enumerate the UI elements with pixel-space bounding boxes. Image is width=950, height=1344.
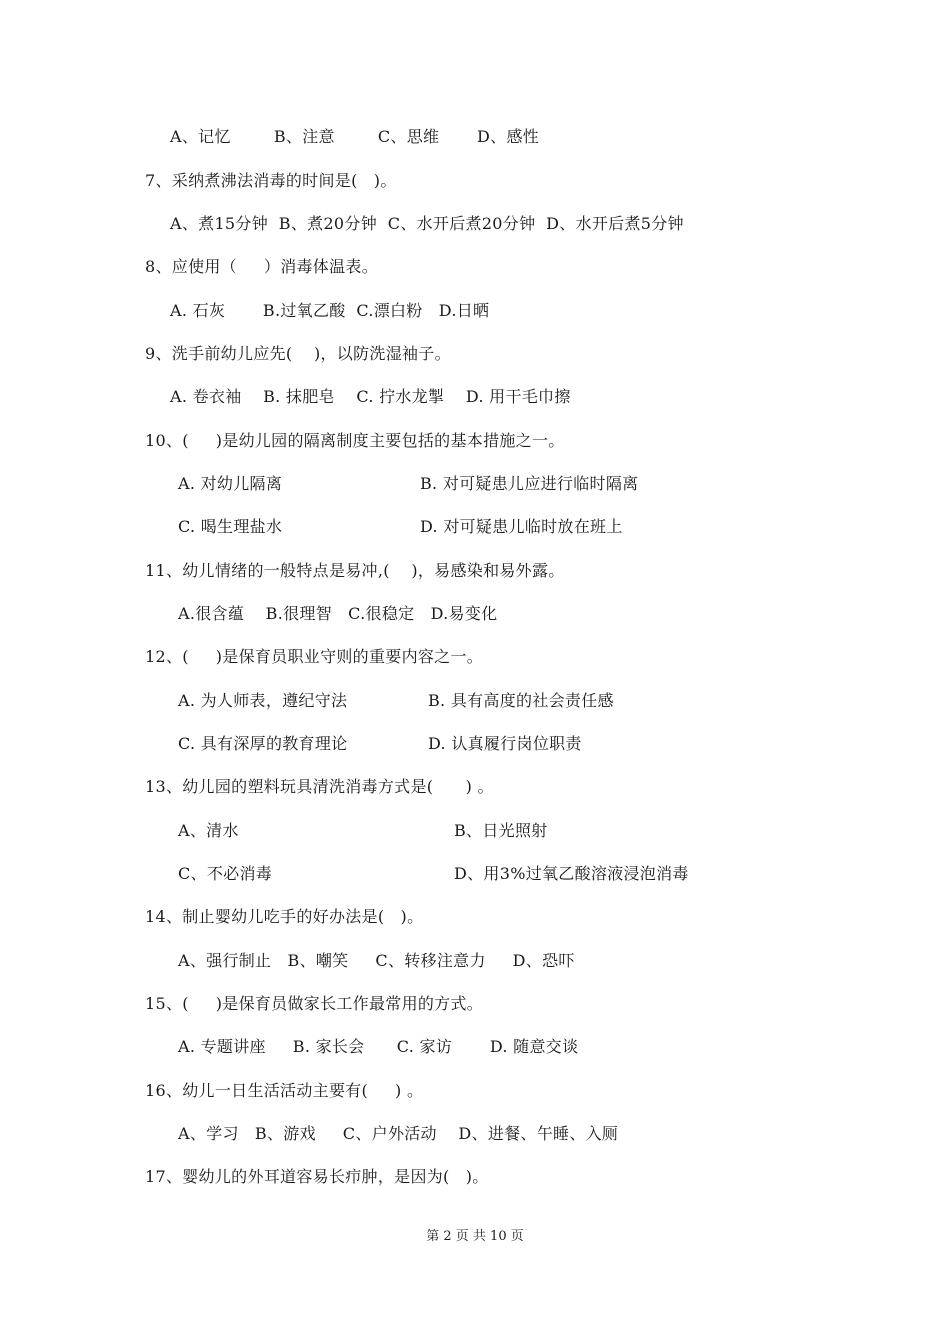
- q15-options: A. 专题讲座 B. 家长会 C. 家访 D. 随意交谈: [178, 1037, 579, 1056]
- q9-options: A. 卷衣袖 B. 抹肥皂 C. 拧水龙掣 D. 用干毛巾擦: [170, 387, 571, 406]
- question-15: 15、( )是保育员做家长工作最常用的方式。: [145, 994, 484, 1013]
- q11-options: A.很含蕴 B.很理智 C.很稳定 D.易变化: [178, 604, 498, 623]
- q13-option-c: C、不必消毒: [178, 864, 273, 883]
- q13-option-b: B、日光照射: [454, 821, 548, 840]
- q10-option-d: D. 对可疑患儿临时放在班上: [420, 517, 623, 536]
- q6-options: A、记忆 B、注意 C、思维 D、感性: [170, 127, 540, 146]
- question-7: 7、采纳煮沸法消毒的时间是( )。: [145, 171, 397, 190]
- q12-option-a: A. 为人师表，遵纪守法: [178, 691, 348, 710]
- q13-option-d: D、用3%过氧乙酸溶液浸泡消毒: [454, 864, 689, 883]
- question-10: 10、( )是幼儿园的隔离制度主要包括的基本措施之一。: [145, 431, 565, 450]
- q10-option-a: A. 对幼儿隔离: [178, 474, 283, 493]
- q16-options: A、学习 B、游戏 C、户外活动 D、进餐、午睡、入厕: [178, 1124, 619, 1143]
- question-12: 12、( )是保育员职业守则的重要内容之一。: [145, 647, 484, 666]
- q10-option-c: C. 喝生理盐水: [178, 517, 283, 536]
- question-9: 9、洗手前幼儿应先( )，以防洗湿袖子。: [145, 344, 451, 363]
- question-13: 13、幼儿园的塑料玩具清洗消毒方式是( ) 。: [145, 777, 494, 796]
- question-14: 14、制止婴幼儿吃手的好办法是( )。: [145, 907, 424, 926]
- q14-options: A、强行制止 B、嘲笑 C、转移注意力 D、恐吓: [178, 951, 575, 970]
- q12-option-d: D. 认真履行岗位职责: [428, 734, 582, 753]
- q12-option-c: C. 具有深厚的教育理论: [178, 734, 348, 753]
- page-footer: 第 2 页 共 10 页: [426, 1229, 524, 1244]
- question-8: 8、应使用（ ）消毒体温表。: [145, 257, 379, 276]
- q13-option-a: A、清水: [178, 821, 239, 840]
- question-11: 11、幼儿情绪的一般特点是易冲,( )，易感染和易外露。: [145, 561, 565, 580]
- q8-options: A. 石灰 B.过氧乙酸 C.漂白粉 D.日晒: [170, 301, 490, 320]
- q10-option-b: B. 对可疑患儿应进行临时隔离: [420, 474, 639, 493]
- q12-option-b: B. 具有高度的社会责任感: [428, 691, 614, 710]
- question-17: 17、婴幼儿的外耳道容易长疖肿，是因为( )。: [145, 1167, 489, 1186]
- q7-options: A、煮15分钟 B、煮20分钟 C、水开后煮20分钟 D、水开后煮5分钟: [170, 214, 684, 233]
- question-16: 16、幼儿一日生活活动主要有( ) 。: [145, 1081, 424, 1100]
